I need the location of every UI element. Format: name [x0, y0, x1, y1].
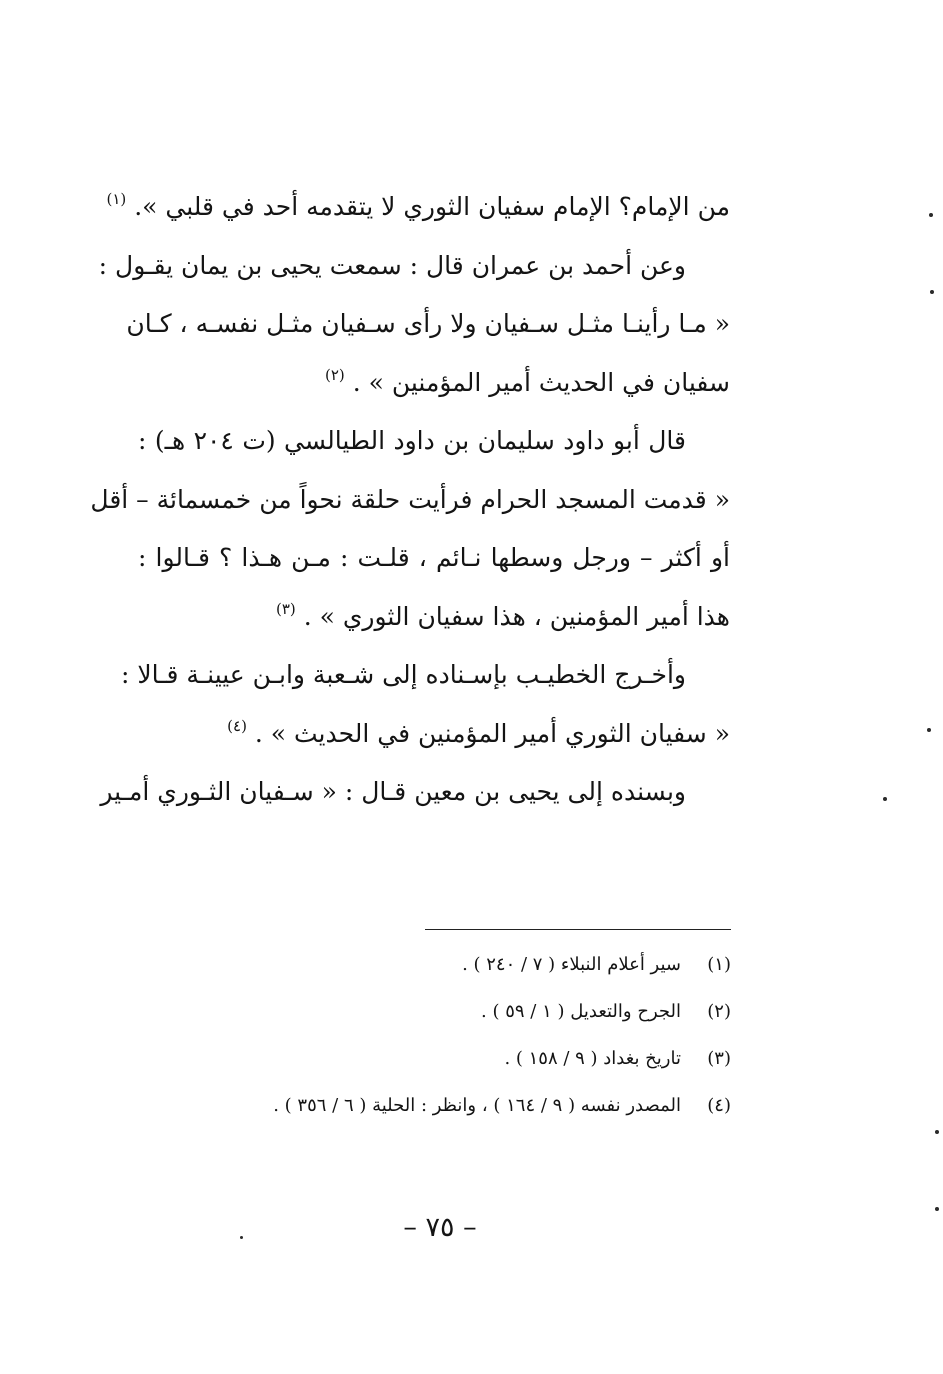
page-number: – ٧٥ –: [403, 1212, 477, 1243]
text-line: [138, 354, 730, 413]
scan-speck: [240, 1236, 243, 1239]
text-line: [138, 588, 730, 647]
scan-speck: [929, 213, 933, 217]
footnote-text: الجرح والتعديل ( ١ / ٥٩ ) .: [481, 1001, 681, 1022]
text-line: وأخـرج الخطيـب بإسـناده إلى شـعبة وابـن عيينـة قـالا :: [120, 660, 686, 689]
scan-speck: [935, 1130, 939, 1134]
footnote-number: (٣): [707, 1048, 731, 1069]
text-line-content: هذا أمير المؤمنين ، هذا سفيان الثوري » .: [303, 601, 730, 631]
footnote-text: تاريخ بغداد ( ٩ / ١٥٨ ) .: [504, 1048, 681, 1069]
footnote-item: [171, 941, 731, 988]
text-line: وعن أحمد بن عمران قال : سمعت يحيى بن يمان يقـول :: [98, 250, 686, 280]
footnote-number: (٤): [707, 1095, 731, 1116]
footnote-divider: [425, 929, 731, 930]
footnotes: [171, 941, 731, 1129]
footnote-item: [171, 1082, 731, 1129]
scan-speck: [927, 728, 931, 732]
text-line-content: « سفيان الثوري أمير المؤمنين في الحديث » .: [254, 718, 730, 748]
footnote-reference: (٣): [275, 599, 296, 618]
footnote-text: سير أعلام النبلاء ( ٧ / ٢٤٠ ) .: [462, 954, 681, 975]
footnote-item: [171, 1035, 731, 1082]
footnote-number: (١): [707, 954, 731, 975]
footnote-number: (٢): [707, 1001, 731, 1022]
scan-speck: [883, 797, 887, 801]
footnote-item: [171, 988, 731, 1035]
scan-speck: [935, 1207, 939, 1211]
text-line: أو أكثر – ورجل وسطها نـائم ، قلـت : مـن هـذا ؟ قـالوا :: [138, 543, 730, 572]
scan-speck: [930, 290, 934, 294]
main-text: [90, 178, 730, 822]
footnote-reference: (١): [106, 190, 127, 208]
text-line-content: من الإمام؟ الإمام سفيان الثوري لا يتقدمه أحد في قلبي ».: [134, 192, 730, 221]
text-line-content: سفيان في الحديث أمير المؤمنين » .: [352, 367, 730, 397]
text-line: وبسنده إلى يحيى بن معين قـال : « سـفيان الثـوري أمـير: [100, 777, 686, 806]
text-line: « مـا رأينـا مثـل سـفيان ولا رأى سـفيان مثـل نفسـه ، كـان: [126, 309, 730, 338]
text-line: [138, 705, 730, 764]
text-line: قال أبو داود سليمان بن داود الطيالسي (ت ٢٠٤ هـ) :: [138, 426, 686, 455]
text-line: [106, 178, 730, 237]
footnote-text: المصدر نفسه ( ٩ / ١٦٤ ) ، وانظر : الحلية ( ٦ / ٣٥٦ ) .: [273, 1095, 681, 1116]
footnote-reference: (٤): [227, 716, 247, 735]
footnote-reference: (٢): [324, 365, 345, 384]
text-line: « قدمت المسجد الحرام فرأيت حلقة نحواً من خمسمائة – أقل: [90, 484, 730, 514]
